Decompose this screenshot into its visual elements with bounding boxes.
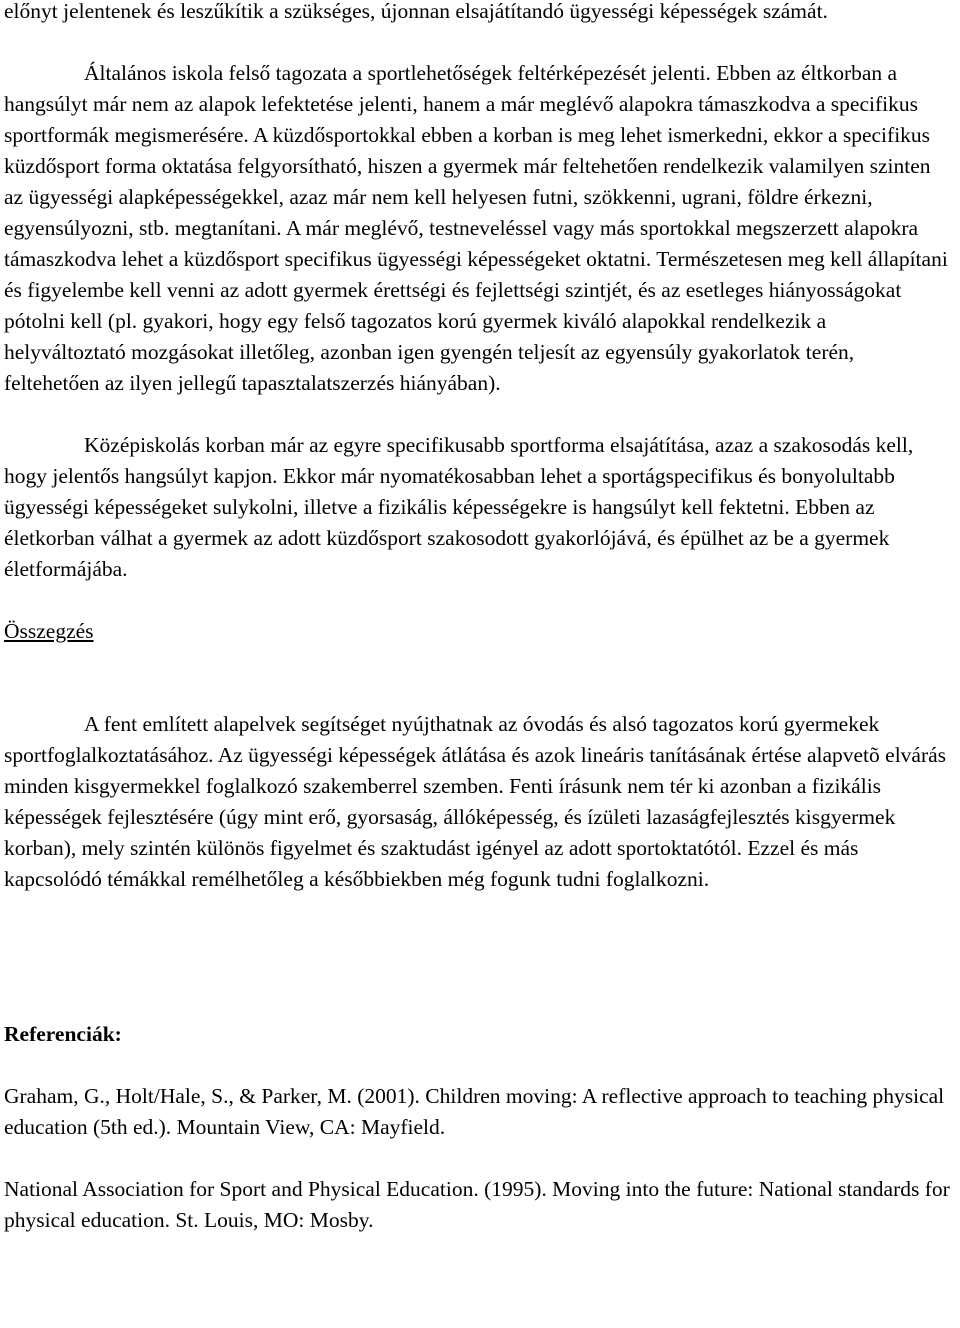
summary-heading: Összegzés (4, 619, 94, 643)
reference-item: Graham, G., Holt/Hale, S., & Parker, M. (2001). Children moving: A reflective approach to teaching physical education (5th ed.). Mountain View, CA: Mayfield. (4, 1084, 945, 1139)
elementary-school-paragraph: Általános iskola felső tagozata a sportlehetőségek feltérképezését jelenti. Ebben az éltkorban a hangsúlyt már nem az alapok lefektetése jelenti, hanem a már meglévő alapokra támaszkodva a specifikus sportformák megismerésére. A küzdősportokkal ebben a korban is meg lehet ismerkedni, ekkor a specifikus küzdősport forma oktatása felgyorsítható, hiszen a gyermek már feltehetően rendelkezik valamilyen szinten az ügyességi alapképességekkel, azaz már nem kell helyesen futni, szökkenni, ugrani, földre érkezni, egyensúlyozni, stb. megtanítani. A már meglévő, testneveléssel vagy más sportokkal megszerzett alapokra támaszkodva lehet a küzdősport specifikus ügyességi képességeket oktatni. Természetesen meg kell állapítani és figyelembe kell venni az adott gyermek érettségi és fejlettségi szintjét, és az esetleges hiányosságokat pótolni kell (pl. gyakori, hogy egy felső tagozatos korú gyermek kiváló alapokkal rendelkezik a helyváltoztató mozgásokat illetőleg, azonban igen gyengén teljesít az egyensúly gyakorlatok terén, feltehetően az ilyen jellegű tapasztalatszerzés hiányában). (4, 61, 948, 395)
summary-paragraph: A fent említett alapelvek segítséget nyújthatnak az óvodás és alsó tagozatos korú gyermekek sportfoglalkoztatásához. Az ügyességi képességek átlátása és azok lineáris tanításának értése alapvetõ elvárás minden kisgyermekkel foglalkozó szakemberrel szemben. Fenti írásunk nem tér ki azonban a fizikális képességek fejlesztésére (úgy mint erő, gyorsaság, állóképesség, és ízületi lazaságfejlesztés kisgyermek korban), mely szintén különös figyelmet és szaktudást igényel az adott sportoktatótól. Ezzel és más kapcsolódó témákkal remélhetőleg a későbbiekben még fogunk tudni foglalkozni. (4, 712, 947, 891)
continuation-paragraph: előnyt jelentenek és leszűkítik a szükséges, újonnan elsajátítandó ügyességi képességek számát. (4, 0, 828, 23)
secondary-school-paragraph: Középiskolás korban már az egyre specifikusabb sportforma elsajátítása, azaz a szakosodás kell, hogy jelentős hangsúlyt kapjon. Ekkor már nyomatékosabban lehet a sportágspecifikus és bonyolultabb ügyességi képességeket sulykolni, illetve a fizikális képességekre is hangsúlyt kell fektetni. Ebben az életkorban válhat a gyermek az adott küzdősport szakosodott gyakorlójává, és épülhet az be a gyermek életformájába. (4, 433, 914, 581)
document-page (4, 0, 952, 1236)
references-heading: Referenciák: (4, 1022, 122, 1046)
reference-item: National Association for Sport and Physical Education. (1995). Moving into the future: National standards for physical education. St. Louis, MO: Mosby. (4, 1177, 950, 1232)
